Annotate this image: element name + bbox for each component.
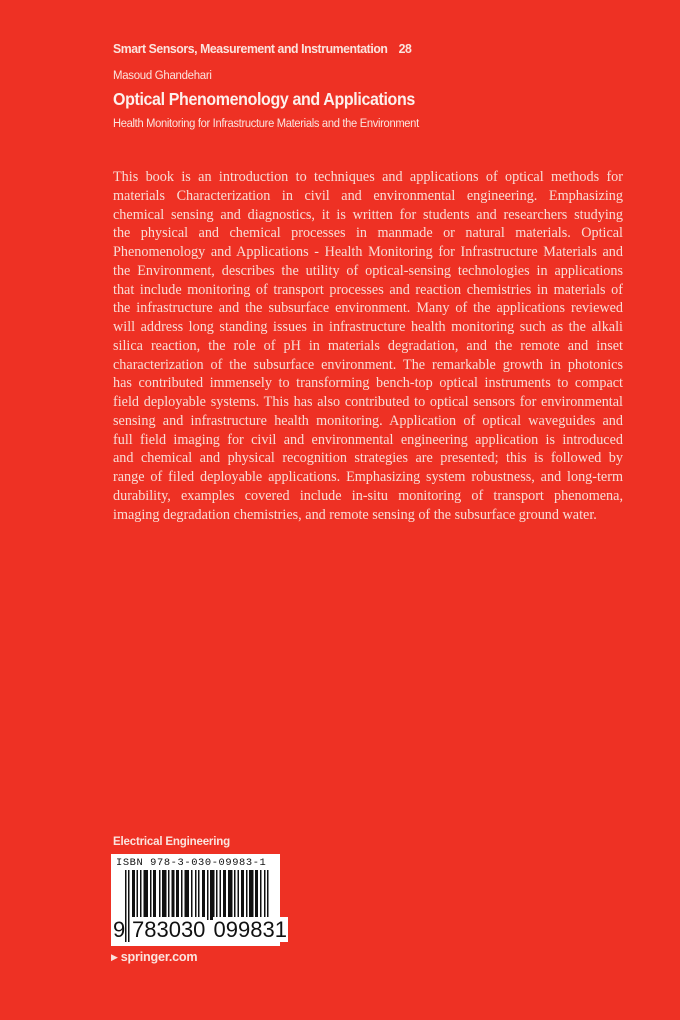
ean-digits xyxy=(113,917,288,943)
springer-link-text: springer.com xyxy=(120,950,198,964)
description-line: materials Characterization in civil and environmental engineering. Emphasizing xyxy=(113,187,623,204)
description-line: sensing and infrastructure health monitoring. Application of optical waveguides and xyxy=(113,412,623,429)
description-line: This book is an introduction to techniques and applications of optical methods for xyxy=(113,169,623,185)
description-line: the Environment, describes the utility of optical-sensing technologies in applications xyxy=(113,262,623,279)
description-line: range of filed deployable applications. Emphasizing system robustness, and long-term xyxy=(113,469,623,485)
isbn-barcode xyxy=(111,854,287,946)
description-line: that include monitoring of transport processes and reaction chemistries in materials of xyxy=(113,281,623,298)
series-line xyxy=(113,41,411,56)
ean-left-group: 783030 xyxy=(132,917,206,942)
description-line: and chemical and physical recognition strategies are presented; this is followed by xyxy=(113,450,623,467)
description-line: the physical and chemical processes in manmade or natural materials. Optical xyxy=(113,225,623,242)
book-description xyxy=(113,168,623,524)
triangle-right-icon: ▶ xyxy=(111,952,118,962)
book-subtitle: Health Monitoring for Infrastructure Materials and the Environment xyxy=(113,116,419,130)
isbn-label: ISBN 978-3-030-09983-1 xyxy=(116,857,267,869)
ean-right-group: 099831 xyxy=(213,917,287,942)
description-line: imaging degradation chemistries, and remote sensing of the subsurface ground water. xyxy=(113,506,597,523)
description-line: Phenomenology and Applications - Health Monitoring for Infrastructure Materials and xyxy=(113,244,623,260)
description-line: durability, examples covered include in-situ monitoring of transport phenomena, xyxy=(113,487,623,504)
description-line: chemical sensing and diagnostics, it is written for students and researchers studying xyxy=(113,206,623,223)
author-name: Masoud Ghandehari xyxy=(113,68,212,82)
description-line: will address long standing issues in infrastructure health monitoring such as the alkali xyxy=(113,319,623,335)
book-title: Optical Phenomenology and Applications xyxy=(113,89,415,109)
description-line: has contributed immensely to transforming bench-top optical instruments to compact xyxy=(113,375,623,392)
ean-first-digit: 9 xyxy=(113,917,126,942)
description-line: characterization of the subsurface environment. The remarkable growth in photonics xyxy=(113,356,623,373)
description-line: field deployable systems. This has also contributed to optical sensors for environmental xyxy=(113,394,623,410)
description-line: full field imaging for civil and environmental engineering application is introduced xyxy=(113,431,623,448)
subject-category: Electrical Engineering xyxy=(113,834,230,848)
series-number: 28 xyxy=(398,41,412,56)
description-line: the infrastructure and the subsurface environment. Many of the applications reviewed xyxy=(113,300,623,317)
springer-website-link[interactable] xyxy=(111,950,197,964)
description-line: silica reaction, the role of pH in materials degradation, and the remote and inset xyxy=(113,337,623,354)
series-name: Smart Sensors, Measurement and Instrumentation xyxy=(113,41,388,56)
